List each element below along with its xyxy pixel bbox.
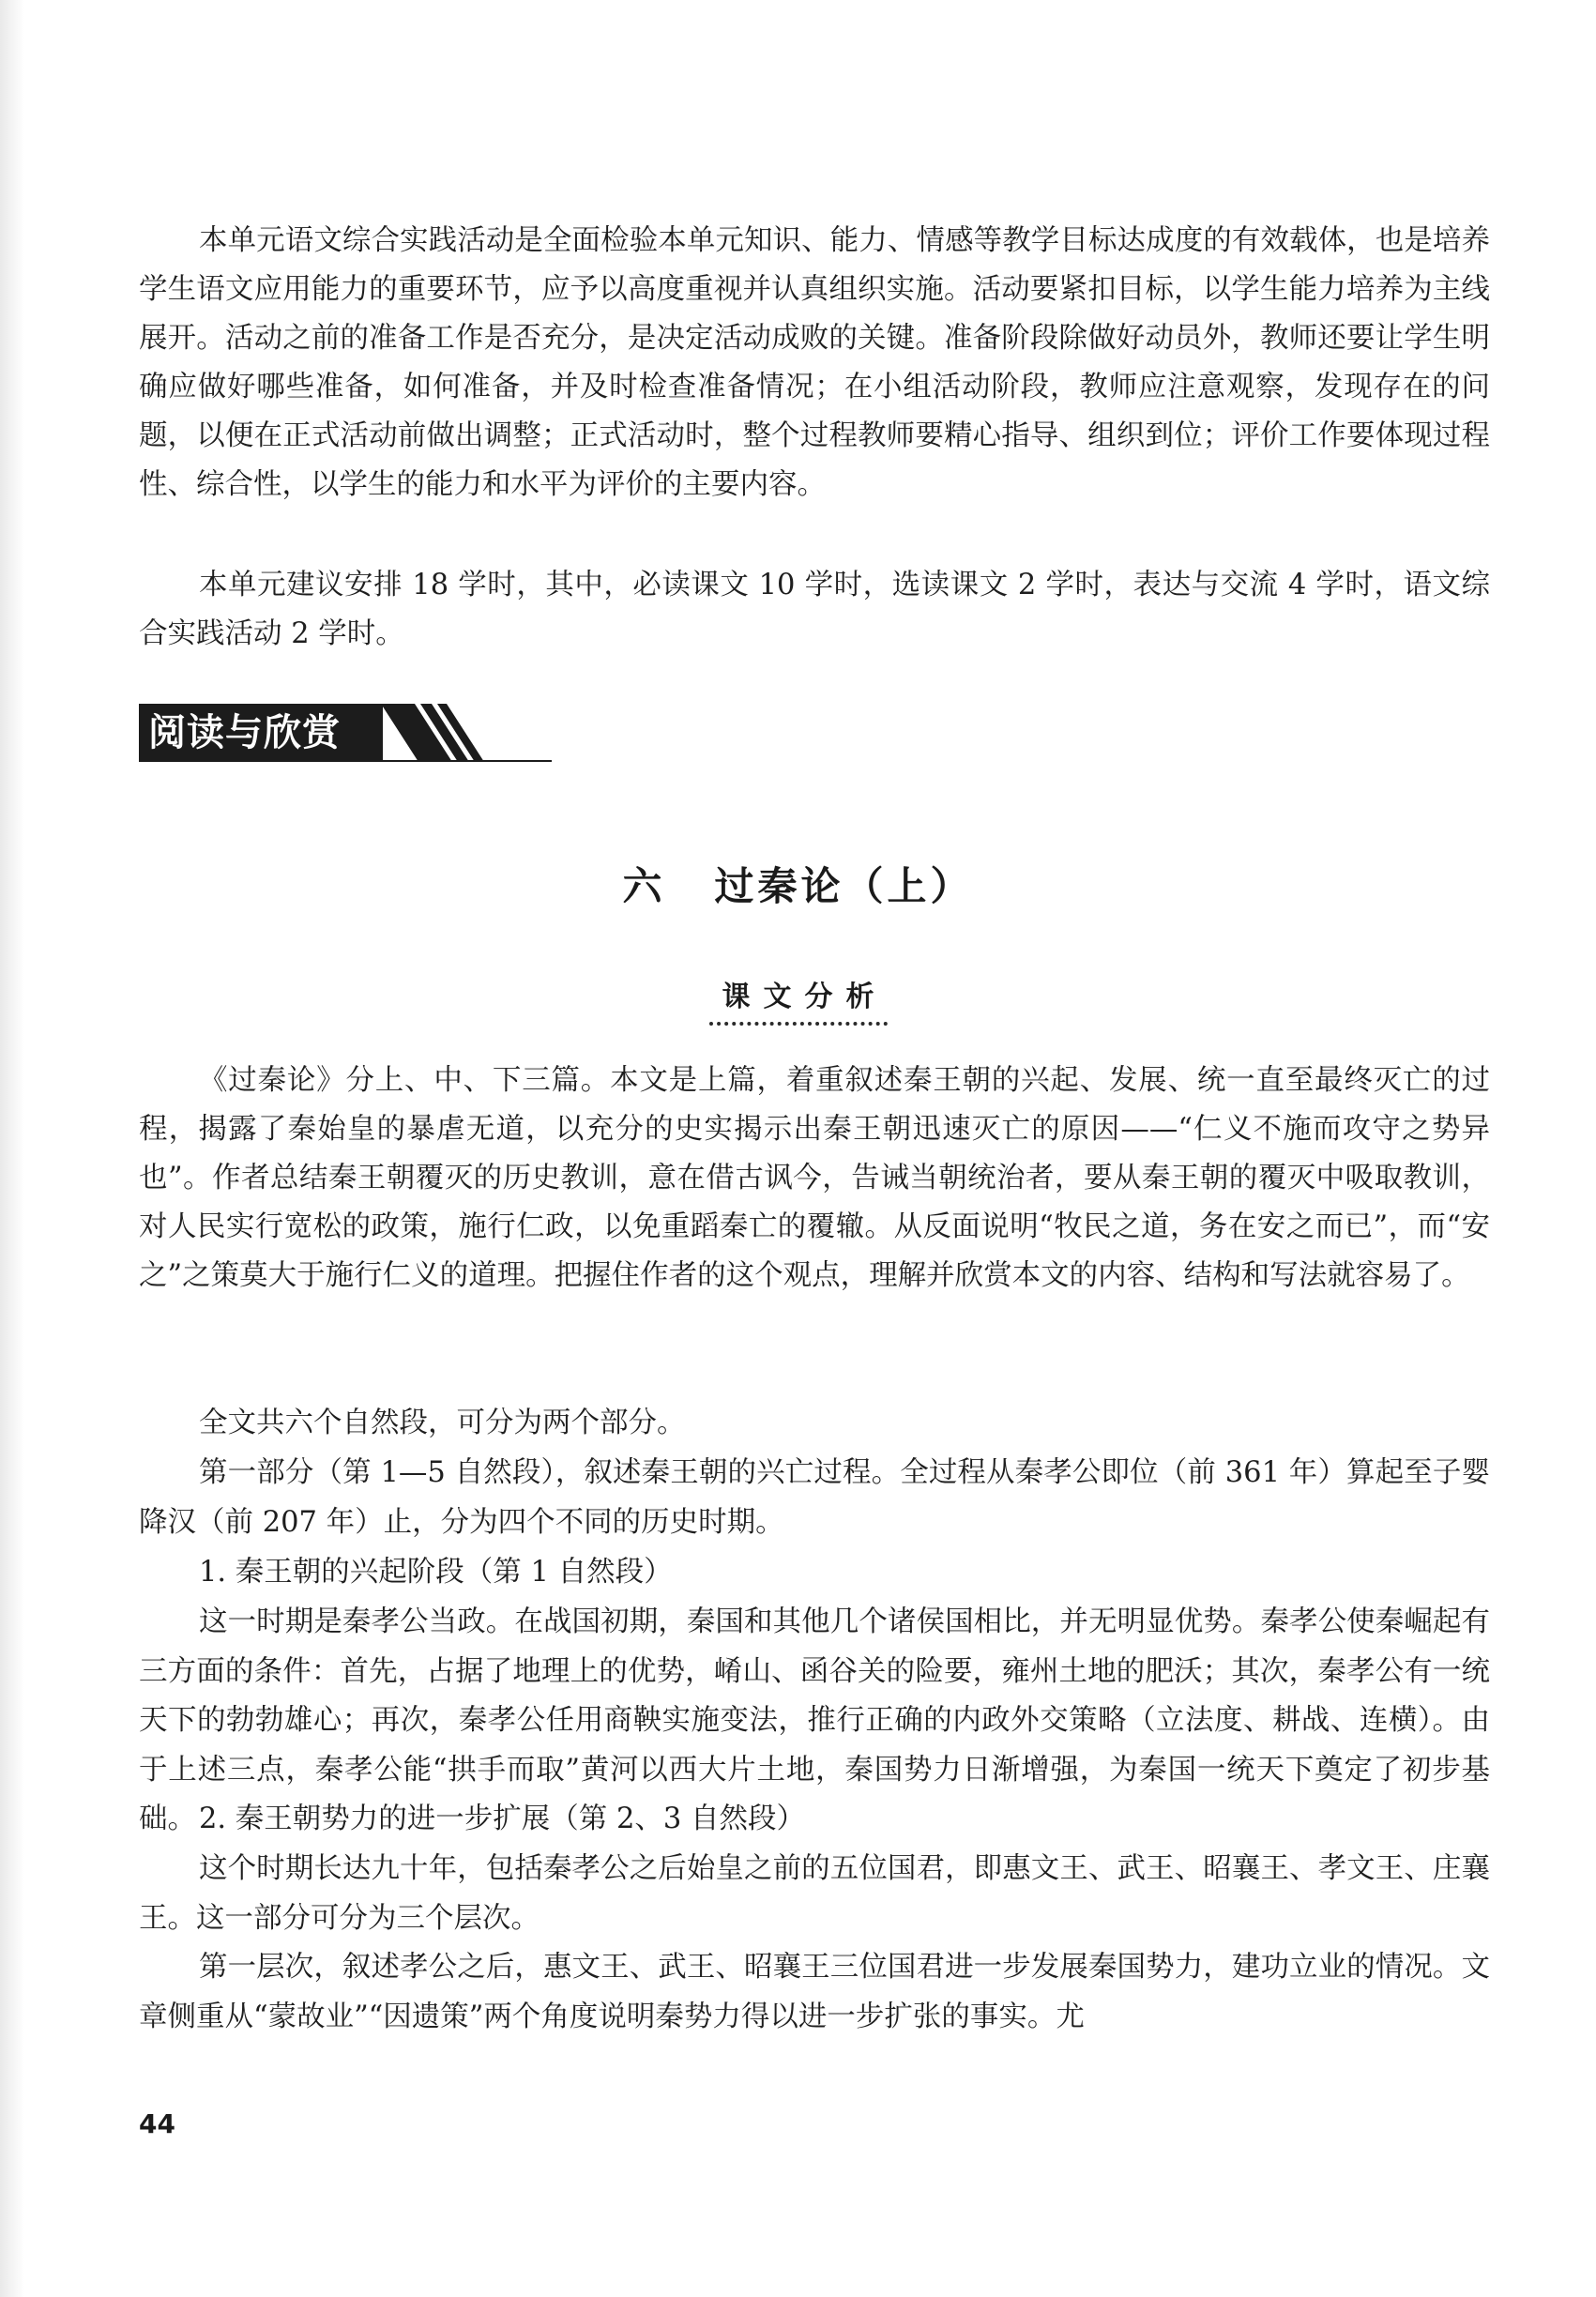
intro-paragraph-1: 本单元语文综合实践活动是全面检验本单元知识、能力、情感等教学目标达成度的有效载体，也是培养学生语文应用能力的重要环节，应予以高度重视并认真组织实施。活动要紧扣目标，以学生能力培养为主线展开。活动之前的准备工作是否充分，是决定活动成败的关键。准备阶段除做好动员外，教师还要让学生明确应做好哪些准备，如何准备，并及时检查准备情况；在小组活动阶段，教师应注意观察，发现存在的问题，以便在正式活动前做出调整；正式活动时，整个过程教师要精心指导、组织到位；评价工作要体现过程性、综合性，以学生的能力和水平为评价的主要内容。 [139, 224, 1490, 501]
analysis-paragraph-4: 这一时期是秦孝公当政。在战国初期，秦国和其他几个诸侯国相比，并无明显优势。秦孝公使秦崛起有三方面的条件：首先，占据了地理上的优势，崤山、函谷关的险要，雍州土地的肥沃；其次，秦孝公有一统天下的勃勃雄心；再次，秦孝公任用商鞅实施变法，推行正确的内政外交策略（立法度、耕战、连横）。由于上述三点，秦孝公能“拱手而取”黄河以西大片土地，秦国势力日渐增强，为秦国一统天下奠定了初步基础。 [139, 1605, 1490, 1835]
chapter-number: 六 [622, 863, 666, 909]
analysis-paragraph-3: 第一部分（第 1—5 自然段），叙述秦王朝的兴亡过程。全过程从秦孝公即位（前 361 年）算起至子婴降汉（前 207 年）止，分为四个不同的历史时期。 [139, 1456, 1490, 1539]
section-title-text: 课文分析 [709, 973, 888, 1026]
section-banner [139, 704, 552, 762]
intro-paragraph-2: 本单元建议安排 18 学时，其中，必读课文 10 学时，选读课文 2 学时，表达与交流 4 学时，语文综合实践活动 2 学时。 [139, 569, 1490, 650]
analysis-paragraph-2: 全文共六个自然段，可分为两个部分。 [199, 1407, 686, 1439]
section-title [0, 973, 1596, 1026]
analysis-paragraph-1: 《过秦论》分上、中、下三篇。本文是上篇，着重叙述秦王朝的兴起、发展、统一直至最终灭亡的过程，揭露了秦始皇的暴虐无道，以充分的史实揭示出秦王朝迅速灭亡的原因——“仁义不施而攻守之势异也”。作者总结秦王朝覆灭的历史教训，意在借古讽今，告诫当朝统治者，要从秦王朝的覆灭中吸取教训，对人民实行宽松的政策，施行仁政，以免重蹈秦亡的覆辙。从反面说明“牧民之道，务在安之而已”，而“安之”之策莫大于施行仁义的道理。把握住作者的这个观点，理解并欣赏本文的内容、结构和写法就容易了。 [139, 1064, 1490, 1292]
analysis-paragraph-5: 这个时期长达九十年，包括秦孝公之后始皇之前的五位国君，即惠文王、武王、昭襄王、孝文王、庄襄王。这一部分可分为三个层次。 [139, 1852, 1490, 1935]
subheading-1: 1. 秦王朝的兴起阶段（第 1 自然段） [199, 1556, 673, 1589]
subheading-2: 2. 秦王朝势力的进一步扩展（第 2、3 自然段） [199, 1803, 805, 1835]
chapter-name: 过秦论（上） [714, 863, 974, 909]
chapter-title [0, 856, 1596, 912]
page-edge-shadow [0, 0, 24, 2297]
page-number: 44 [139, 2108, 175, 2139]
section-banner-label: 阅读与欣赏 [148, 711, 341, 754]
analysis-paragraph-6: 第一层次，叙述孝公之后，惠文王、武王、昭襄王三位国君进一步发展秦国势力，建功立业的情况。文章侧重从“蒙故业”“因遗策”两个角度说明秦势力得以进一步扩张的事实。尤 [139, 1951, 1490, 2033]
